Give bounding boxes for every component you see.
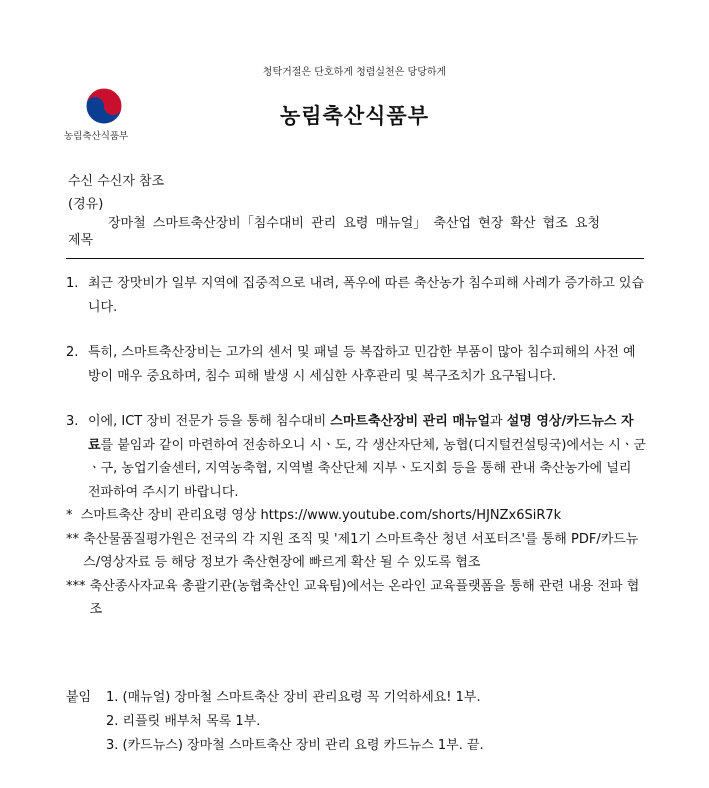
document-body [66,272,646,622]
note-mark: ** [66,531,84,547]
attachment-item: 2. 리플릿 배부처 목록 1부. [106,714,261,729]
ministry-title: 농림축산식품부 [279,104,429,128]
recipient-line: 수신 수신자 참조 [68,174,165,189]
paragraph-number: 3. [66,414,79,429]
subject-text: 장마철 스마트축산장비「침수대비 관리 요령 매뉴얼」 축산업 현장 확산 협조 요청 [108,216,601,231]
slogan: 청탁거절은 단호하게 청렴실천은 당당하게 [262,67,447,78]
attachment-item: 3. (카드뉴스) 장마철 스마트축산 장비 관리 요령 카드뉴스 1부. 끝. [106,738,484,753]
attachments [66,686,484,758]
attachments-label: 붙임 [66,690,92,705]
paragraph-text-part: 를 붙임과 같이 마련하여 전송하오니 시ㆍ도, 각 생산자단체, 농협(디지털컨설팅국)에서는 시ㆍ군ㆍ구, 농업기술센터, 지역농축협, 지역별 축산단체 지부ㆍ도지회 등을 통해 관내 축산농가에 널리 전파하여 주시기 바랍니다. [88,437,646,500]
paragraph-text-part: 과 [490,414,507,429]
video-card-emphasis: 설명 영상/카드뉴스 자료 [88,414,634,453]
paragraph-number: 1. [66,276,79,291]
paragraph-text: 특히, 스마트축산장비는 고가의 센서 및 패널 등 복잡하고 민감한 부품이 많아 침수피해의 사전 예방이 매우 중요하며, 침수 피해 발생 시 세심한 사후관리 및 복구조치가 요구됩니다. [88,345,636,384]
note-3 [66,575,646,622]
paragraph-2 [66,341,646,388]
paragraph-number: 2. [66,345,79,360]
note-mark: *** [66,578,90,594]
paragraph-text-part: 이에, ICT 장비 전문가 등을 통해 침수대비 [88,414,331,429]
note-1 [66,504,646,528]
note-text: 축산물품질평가원은 전국의 각 지원 조직 및 '제1기 스마트축산 청년 서포터즈'를 통해 PDF/카드뉴스/영상자료 등 해당 정보가 축산현장에 빠르게 확산 될 수 있도록 협조 [83,531,639,570]
subject-label: 제목 [68,233,94,248]
logo-text: 농림축산식품부 [64,131,129,142]
paragraph-text [88,410,646,504]
subject-divider [66,258,644,259]
paragraph-1 [66,272,646,319]
note-mark: * [66,508,81,523]
via-line: (경유) [68,197,104,212]
paragraph-text: 최근 장맛비가 일부 지역에 집중적으로 내려, 폭우에 따른 축산농가 침수피해 사례가 증가하고 있습니다. [88,276,645,315]
note-2 [66,528,646,575]
manual-emphasis: 스마트축산장비 관리 매뉴얼 [330,414,491,429]
attachment-item: 1. (매뉴얼) 장마철 스마트축산 장비 관리요령 꼭 기억하세요! 1부. [106,690,481,705]
paragraph-3 [66,410,646,504]
note-text: 스마트축산 장비 관리요령 영상 https://www.youtube.com/shorts/HJNZx6SiR7k [80,508,562,523]
note-text: 축산종사자교육 총괄기관(농협축산인 교육팀)에서는 온라인 교육플랫폼을 통해 관련 내용 전파 협조 [89,578,640,617]
